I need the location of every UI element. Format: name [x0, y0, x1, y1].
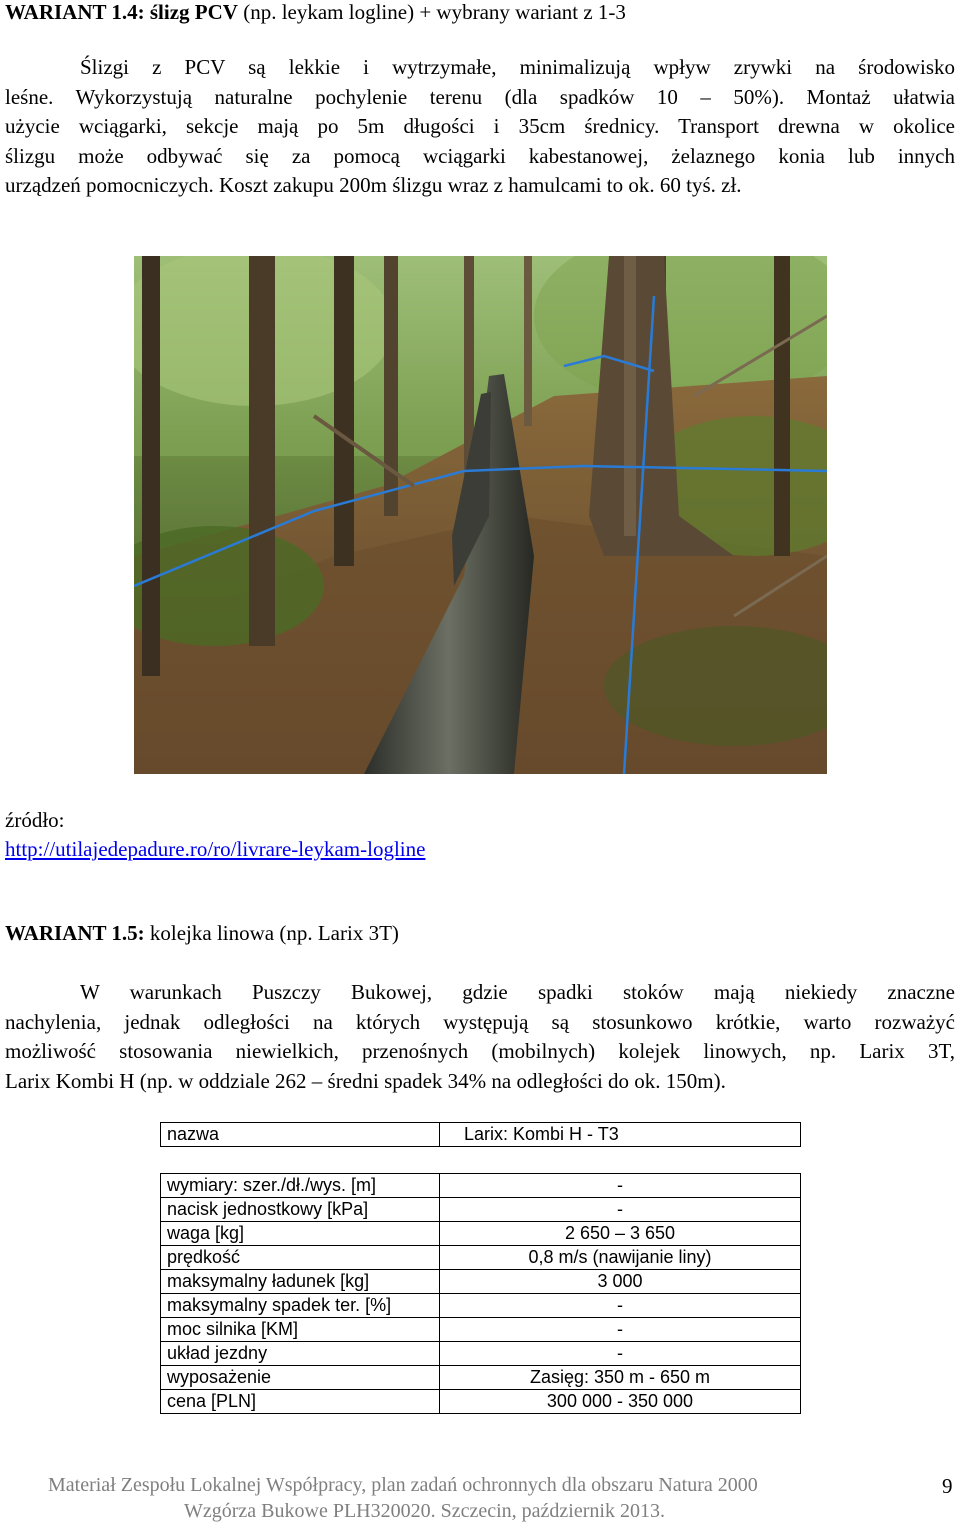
table-row — [161, 1318, 801, 1342]
table-row — [161, 1123, 801, 1147]
table-cell-label: cena [PLN] — [161, 1390, 440, 1414]
table-cell-label: wymiary: szer./dł./wys. [m] — [161, 1174, 440, 1198]
table-row — [161, 1342, 801, 1366]
table-cell-value: - — [440, 1342, 801, 1366]
paragraph-line: nachylenia, jednak odległości na których występują są stosunkowo krótkie, warto rozważyć — [5, 1009, 955, 1034]
table-cell-label: układ jezdny — [161, 1342, 440, 1366]
table-cell-label: waga [kg] — [161, 1222, 440, 1246]
paragraph-line: W warunkach Puszczy Bukowej, gdzie spadki stoków mają niekiedy znaczne — [80, 980, 955, 1004]
table-row — [161, 1294, 801, 1318]
table-cell-value: 2 650 – 3 650 — [440, 1222, 801, 1246]
table-cell-value: 3 000 — [440, 1270, 801, 1294]
table-cell-label: wyposażenie — [161, 1366, 440, 1390]
table-row — [161, 1222, 801, 1246]
table-row — [161, 1174, 801, 1198]
footer-line-2: Wzgórza Bukowe PLH320020. Szczecin, październik 2013. — [184, 1500, 665, 1522]
table-row — [161, 1390, 801, 1414]
table-cell-value: - — [440, 1318, 801, 1342]
table-cell-value: - — [440, 1174, 801, 1198]
footer-line-1: Materiał Zespołu Lokalnej Współpracy, plan zadań ochronnych dla obszaru Natura 2000 — [48, 1474, 758, 1496]
source-link[interactable]: http://utilajedepadure.ro/ro/livrare-leykam-logline — [5, 837, 426, 861]
table-cell-value: - — [440, 1294, 801, 1318]
section-heading-rest: (np. leykam logline) + wybrany wariant z 1-3 — [237, 0, 626, 24]
table-cell-label: prędkość — [161, 1246, 440, 1270]
spec-table — [160, 1173, 801, 1414]
table-cell-label: nazwa — [161, 1123, 440, 1147]
section-heading-bold: WARIANT 1.4: ślizg PCV — [5, 0, 238, 24]
table-cell-value: 300 000 - 350 000 — [440, 1390, 801, 1414]
paragraph-pcv-slide — [5, 53, 955, 201]
table-row — [161, 1366, 801, 1390]
paragraph-line: użycie wciągarki, sekcje mają po 5m długości i 35cm średnicy. Transport drewna w okolice — [5, 114, 955, 138]
table-cell-value: 0,8 m/s (nawijanie liny) — [440, 1246, 801, 1270]
table-cell-value: Zasięg: 350 m - 650 m — [440, 1366, 801, 1390]
paragraph-line: leśne. Wykorzystują naturalne pochylenie terenu (dla spadków 10 – 50%). Montaż ułatwia — [5, 84, 955, 109]
table-cell-label: nacisk jednostkowy [kPa] — [161, 1198, 440, 1222]
table-cell-label: moc silnika [KM] — [161, 1318, 440, 1342]
paragraph-line: ślizgu może odbywać się za pomocą wciągarki kabestanowej, żelaznego konia lub innych — [5, 143, 955, 168]
section-heading-1-4 — [5, 0, 626, 25]
section-heading-1-5 — [5, 921, 399, 946]
section-heading-rest: kolejka linowa (np. Larix 3T) — [144, 921, 399, 945]
paragraph-line: możliwość stosowania niewielkich, przenośnych (mobilnych) kolejek linowych, np. Larix 3T, — [5, 1039, 955, 1063]
photo-source — [5, 806, 425, 864]
table-cell-value: Larix: Kombi H - T3 — [440, 1123, 801, 1147]
section-heading-bold: WARIANT 1.5: — [5, 921, 145, 945]
table-row — [161, 1198, 801, 1222]
paragraph-line: Ślizgi z PCV są lekkie i wytrzymałe, minimalizują wpływ zrywki na środowisko — [80, 55, 955, 79]
paragraph-cable-crane — [5, 978, 955, 1096]
table-row — [161, 1246, 801, 1270]
page-number: 9 — [942, 1474, 953, 1498]
table-cell-label: maksymalny spadek ter. [%] — [161, 1294, 440, 1318]
forest-slide-photo — [134, 256, 827, 774]
table-row — [161, 1270, 801, 1294]
table-cell-value: - — [440, 1198, 801, 1222]
table-cell-label: maksymalny ładunek [kg] — [161, 1270, 440, 1294]
paragraph-line: Larix Kombi H (np. w oddziale 262 – średni spadek 34% na odległości do ok. 150m). — [5, 1068, 726, 1093]
paragraph-line: urządzeń pomocniczych. Koszt zakupu 200m ślizgu wraz z hamulcami to ok. 60 tyś. zł. — [5, 173, 742, 197]
spec-table-header — [160, 1122, 801, 1147]
source-label: źródło: — [5, 808, 65, 832]
